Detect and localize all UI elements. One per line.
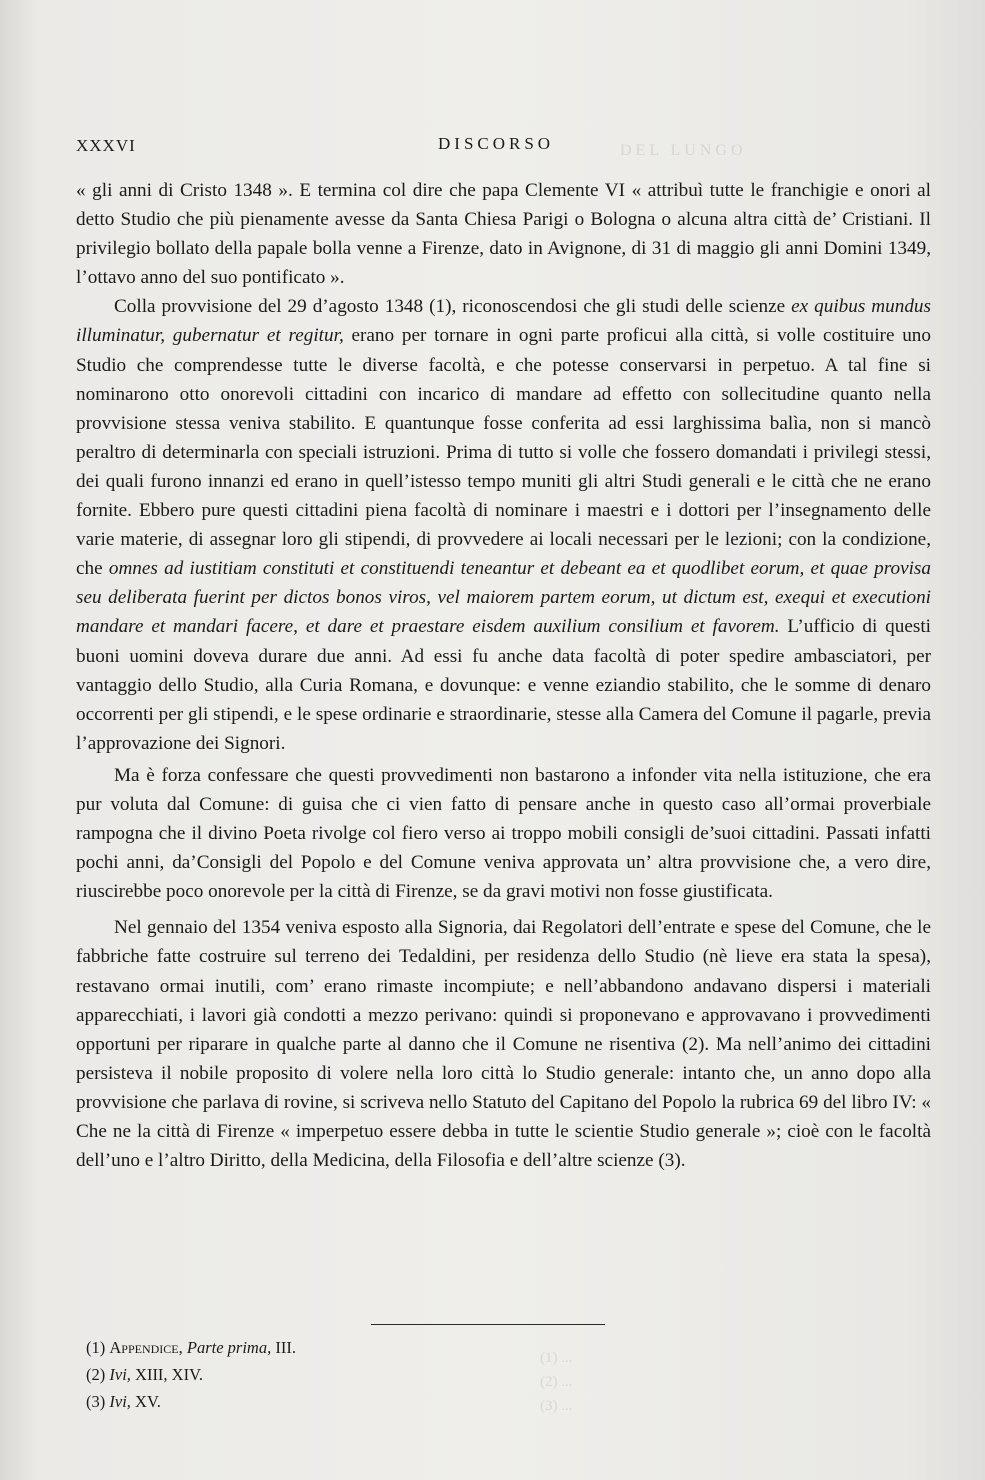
- footnote-text: III.: [271, 1338, 296, 1357]
- footnote-text: XIII, XIV.: [130, 1365, 204, 1384]
- section-title: DISCORSO: [438, 134, 555, 153]
- footnote: [86, 1361, 296, 1388]
- paragraph-4: [76, 913, 931, 1175]
- footnote-number: (1): [86, 1338, 106, 1357]
- footnote-text: Parte prima,: [186, 1338, 272, 1357]
- text-run: Colla provvisione del 29 d’agosto 1348 (1), riconoscendosi che gli studi delle scienze: [114, 296, 792, 318]
- paragraph-1: [76, 176, 931, 292]
- bleed-through-header: DEL LUNGO: [620, 142, 747, 159]
- footnote-number: (2): [86, 1365, 106, 1384]
- text-run: Ma è forza confessare che questi provvedimenti non bastarono a infonder vita nella istituzione, che era pur voluta dal Comune: di guisa che ci vien fatto di pensare anche in questo caso all’ormai proverbiale rampogna che il divino Poeta rivolge col fiero verso ai troppo mobili consigli de’suoi cittadini. Passati infatti pochi anni, da’Consigli del Popolo e del Comune veniva approvata un’ altra provvisione che, a vero dire, riuscirebbe poco onorevole per la città di Firenze, se da gravi motivi non fosse giustificata.: [76, 764, 931, 903]
- running-head: [76, 136, 925, 160]
- footnotes: [86, 1334, 296, 1415]
- paragraph-3: [76, 761, 931, 906]
- footnote-text: Ivi,: [109, 1392, 131, 1411]
- footnote: [86, 1388, 296, 1415]
- text-run: « gli anni di Cristo 1348 ». E termina col dire che papa Clemente VI « attribuì tutte le franchigie e onori al detto Studio che più pienamente avesse da Santa Chiesa Parigi o Bologna o alcuna altra città de’ Cristiani. Il privilegio bollato della papale bolla venne a Firenze, dato in Avignone, di 31 di maggio gli anni Domini 1349, l’ottavo anno del suo pontificato ».: [76, 180, 931, 289]
- footnote-text: Ivi,: [109, 1365, 131, 1384]
- body-text: [76, 176, 931, 1175]
- page-folio: XXXVI: [76, 136, 136, 155]
- footnote-text: XV.: [130, 1392, 161, 1411]
- footnote: [86, 1334, 296, 1361]
- latin-quotation: ex quibus mundus illuminatur, gubernatur et regitur,: [76, 296, 931, 347]
- text-run: Nel gennaio del 1354 veniva esposto alla Signoria, dai Regolatori dell’entrate e spese del Comune, che le fabbriche fatte costruire sul terreno dei Tedaldini, per residenza dello Studio (nè lieve era stata la spesa), restavano ormai inutili, com’ erano rimaste incompiute; e nell’abbandono andavano dispersi i materiali apparecchiati, i lavori già condotti a mezzo perivano: quindi si proponevano e approvavano i provvedimenti opportuni per riparare in qualche parte al danno che il Comune ne risentiva (2). Ma nell’animo dei cittadini persisteva il nobile proposito di volere nella loro città lo Studio generale: intanto che, un anno dopo alla provvisione che parlava di rovine, si scriveva nello Statuto del Capitano del Popolo la rubrica 69 del libro IV: « Che ne la città di Firenze « imperpetuo essere debba in tutte le scientie Studio generale »; cioè con le facoltà dell’uno e l’altro Diritto, della Medicina, della Filosofia e dell’altre scienze (3).: [76, 917, 931, 1172]
- footnote-text: Appendice,: [109, 1338, 183, 1357]
- footnote-rule: [371, 1324, 605, 1325]
- paragraph-2: [76, 292, 931, 758]
- latin-quotation: omnes ad iustitiam constituti et constituendi teneantur et debeant ea et quodlibet eorum, et quae provisa seu deliberata fuerint per dictos bonos viros, vel maiorem partem eorum, ut dictum est, exequi et executioni mandare et mandari facere, et dare et praestare eisdem auxilium consilium et favorem.: [76, 558, 931, 638]
- bleed-through-footnotes: (1) ... (2) ... (3) ...: [540, 1350, 573, 1414]
- text-run: erano per tornare in ogni parte proficui alla città, si volle costituire uno Studio che comprendesse tutte le diverse facoltà, e che potesse conservarsi in perpetuo. A tal fine si nominarono otto onorevoli cittadini con incarico di mandare ad effetto con sollecitudine quanto nella provvisione stessa veniva stabilito. E quantunque fosse conferita ad essi larghissima balìa, non si mancò peraltro di determinarla con speciali istruzioni. Prima di tutto si volle che fossero domandati i privilegi stessi, dei quali furono innanzi ed erano in quell’istesso tempo muniti gli altri Studi generali e le città che ne erano fornite. Ebbero pure questi cittadini piena facoltà di nominare i maestri e i dottori per l’insegnamento delle varie materie, di assegnar loro gli stipendi, di provvedere ai locali necessari per le lezioni; con la condizione, che: [76, 325, 931, 580]
- text-run: L’ufficio di questi buoni uomini doveva durare due anni. Ad essi fu anche data facoltà di poter spedire ambasciatori, per vantaggio dello Studio, alla Curia Romana, e dovunque: e venne eziandio stabilito, che le somme di denaro occorrenti per gli stipendi, e le spese ordinarie e straordinarie, stesse alla Camera del Comune il pagarle, previa l’approvazione dei Signori.: [76, 616, 931, 754]
- footnote-number: (3): [86, 1392, 106, 1411]
